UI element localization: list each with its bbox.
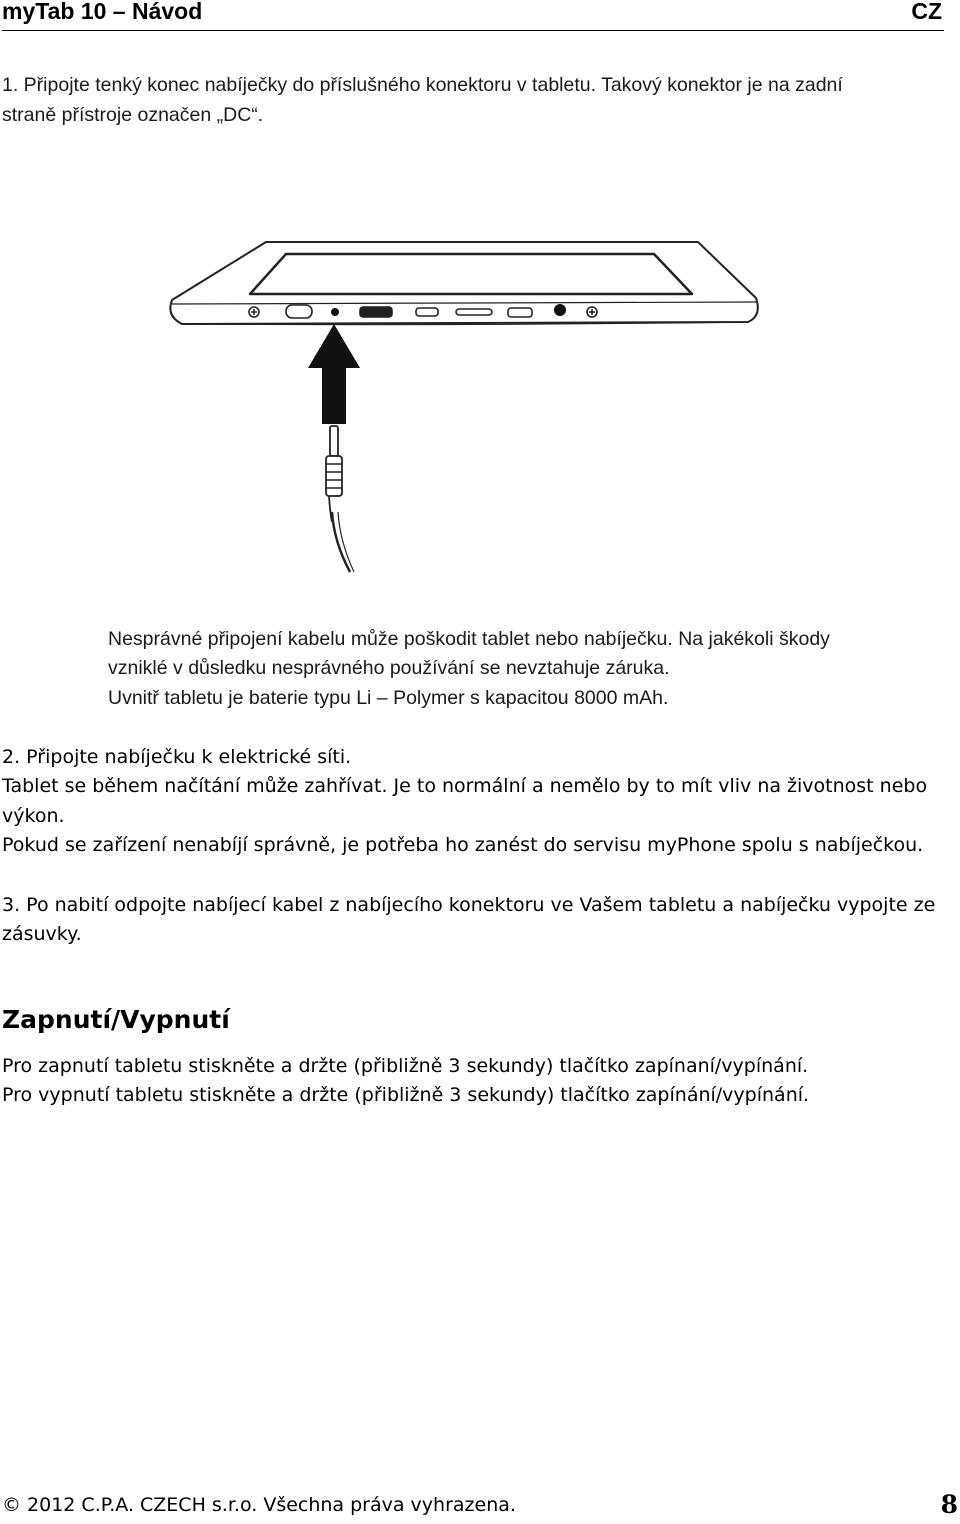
copyright-text: © 2012 C.P.A. CZECH s.r.o. Všechna práva vyhrazena. xyxy=(2,1494,516,1516)
step2-line2: Tablet se během načítání může zahřívat. Je to normální a nemělo by to mít vliv na životnost nebo xyxy=(2,775,928,797)
step1-line2: straně přístroje označen „DC“. xyxy=(2,104,264,126)
up-arrow-icon xyxy=(308,324,360,424)
document-title: myTab 10 – Návod xyxy=(2,0,203,24)
warning-line1: Nesprávné připojení kabelu může poškodit tablet nebo nabíječku. Na jakékoli škody xyxy=(108,628,830,650)
warning-line2: vzniklé v důsledku nesprávného používání se nevztahuje záruka. xyxy=(108,657,670,679)
power-heading: Zapnutí/Vypnutí xyxy=(2,1005,230,1034)
hdmi-port xyxy=(360,307,392,317)
page-header xyxy=(2,0,944,31)
power-off-text: Pro vypnutí tabletu stiskněte a držte (přibližně 3 sekundy) tlačítko zapínání/vypínání. xyxy=(2,1084,810,1106)
charger-cable xyxy=(332,512,350,572)
tablet-screen xyxy=(250,254,692,294)
dc-port-icon xyxy=(331,308,339,316)
sd-slot xyxy=(456,309,492,315)
usb-port-2 xyxy=(508,308,532,317)
step2-line3: výkon. xyxy=(2,805,65,827)
language-code: CZ xyxy=(911,0,942,24)
charger-plug-icon xyxy=(326,426,342,522)
power-on-text: Pro zapnutí tabletu stiskněte a držte (přibližně 3 sekundy) tlačítko zapínaní/vypínání. xyxy=(2,1055,809,1077)
step3-line2: zásuvky. xyxy=(2,923,82,945)
usb-port-1 xyxy=(416,308,438,316)
step1-line1: 1. Připojte tenký konec nabíječky do příslušného konektoru v tabletu. Takový konektor je na zadní xyxy=(2,74,843,96)
tablet-charging-illustration xyxy=(158,212,770,577)
step3-line1: 3. Po nabití odpojte nabíjecí kabel z nabíjecího konektoru ve Vašem tabletu a nabíječku vypojte ze xyxy=(2,894,936,916)
page-number: 8 xyxy=(940,1490,958,1519)
headphone-jack-icon xyxy=(554,304,566,316)
step2-line4: Pokud se zařízení nenabíjí správně, je potřeba ho zanést do servisu myPhone spolu s nabíječkou. xyxy=(2,834,924,856)
warning-line3: Uvnitř tabletu je baterie typu Li – Polymer s kapacitou 8000 mAh. xyxy=(108,687,669,709)
power-button xyxy=(286,305,312,318)
step2-line1: 2. Připojte nabíječku k elektrické síti. xyxy=(2,746,352,768)
